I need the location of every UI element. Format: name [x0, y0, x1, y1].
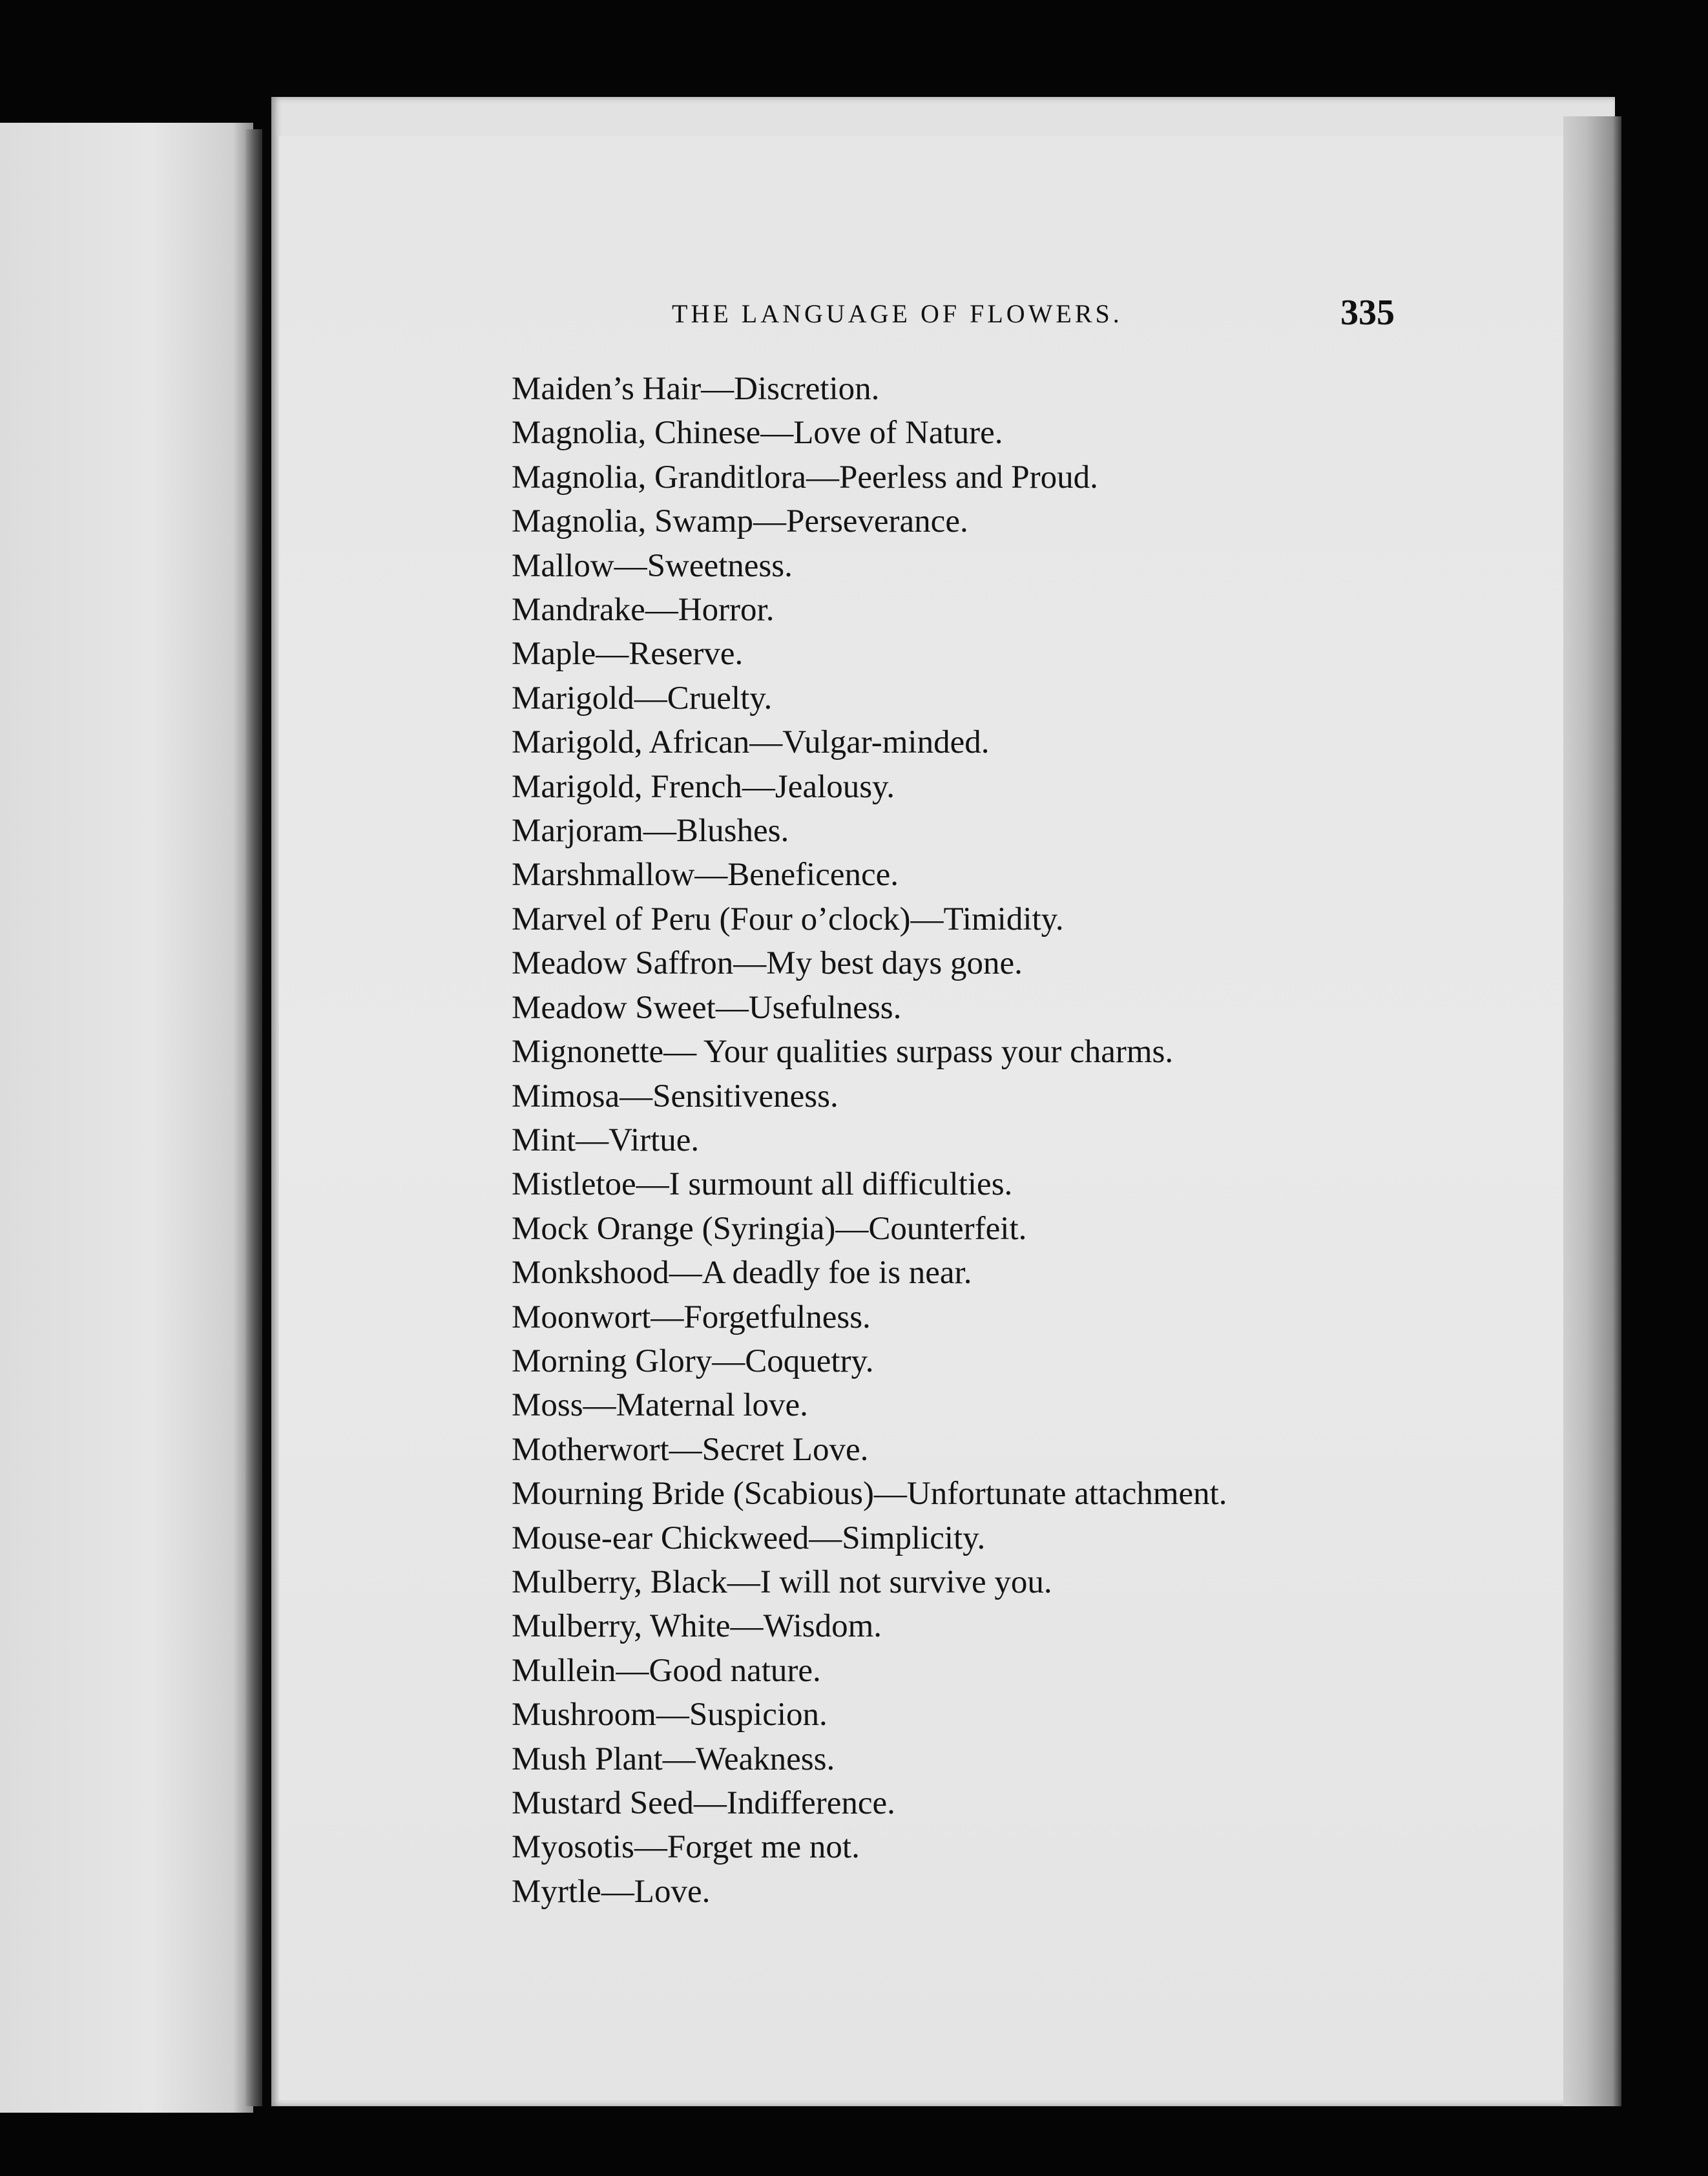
- list-item: Magnolia, Chinese—Love of Nature.: [512, 415, 1003, 452]
- list-item: Mignonette— Your qualities surpass your charms.: [512, 1034, 1174, 1071]
- list-item: Monkshood—A deadly foe is near.: [512, 1255, 972, 1292]
- list-item: Marigold—Cruelty.: [512, 680, 773, 717]
- list-item: Marigold, African—Vulgar-minded.: [512, 724, 990, 761]
- list-item: Marigold, French—Jealousy.: [512, 768, 895, 805]
- list-item: Mouse-ear Chickweed—Simplicity.: [512, 1520, 986, 1556]
- list-item: Meadow Sweet—Usefulness.: [512, 989, 902, 1026]
- list-item: Maple—Reserve.: [512, 636, 744, 673]
- running-header: THE LANGUAGE OF FLOWERS.: [672, 299, 1123, 328]
- list-item: Mulberry, Black—I will not survive you.: [512, 1564, 1052, 1600]
- list-item: Marvel of Peru (Four o’clock)—Timidity.: [512, 901, 1064, 937]
- list-item: Mourning Bride (Scabious)—Unfortunate attachment.: [512, 1476, 1227, 1512]
- page-edge: [1563, 116, 1621, 2106]
- list-item: Myosotis—Forget me not.: [512, 1829, 860, 1866]
- list-item: Magnolia, Swamp—Perseverance.: [512, 503, 968, 540]
- facing-page: [0, 123, 253, 2113]
- list-item: Marjoram—Blushes.: [512, 813, 789, 850]
- list-item: Meadow Saffron—My best days gone.: [512, 945, 1023, 982]
- list-item: Magnolia, Granditlora—Peerless and Proud.: [512, 459, 1098, 496]
- list-item: Mushroom—Suspicion.: [512, 1697, 828, 1733]
- list-item: Mullein—Good nature.: [512, 1652, 821, 1689]
- list-item: Mush Plant—Weakness.: [512, 1741, 835, 1777]
- list-item: Motherwort—Secret Love.: [512, 1431, 869, 1468]
- list-item: Moss—Maternal love.: [512, 1387, 808, 1424]
- list-item: Mallow—Sweetness.: [512, 547, 793, 584]
- list-item: Moonwort—Forgetfulness.: [512, 1299, 871, 1335]
- list-item: Mulberry, White—Wisdom.: [512, 1608, 882, 1645]
- list-item: Morning Glory—Coquetry.: [512, 1343, 874, 1379]
- list-item: Marshmallow—Beneficence.: [512, 857, 899, 894]
- list-item: Myrtle—Love.: [512, 1873, 711, 1910]
- list-item: Mint—Virtue.: [512, 1122, 700, 1158]
- list-item: Mandrake—Horror.: [512, 592, 775, 629]
- list-item: Mustard Seed—Indifference.: [512, 1785, 895, 1821]
- list-item: Maiden’s Hair—Discretion.: [512, 371, 880, 407]
- flower-meaning-list: [512, 367, 1416, 1914]
- list-item: Mimosa—Sensitiveness.: [512, 1078, 838, 1114]
- list-item: Mock Orange (Syringia)—Counterfeit.: [512, 1210, 1027, 1247]
- book-gutter: [245, 129, 262, 2106]
- list-item: Mistletoe—I surmount all difficulties.: [512, 1166, 1013, 1203]
- page-number: 335: [1340, 293, 1395, 333]
